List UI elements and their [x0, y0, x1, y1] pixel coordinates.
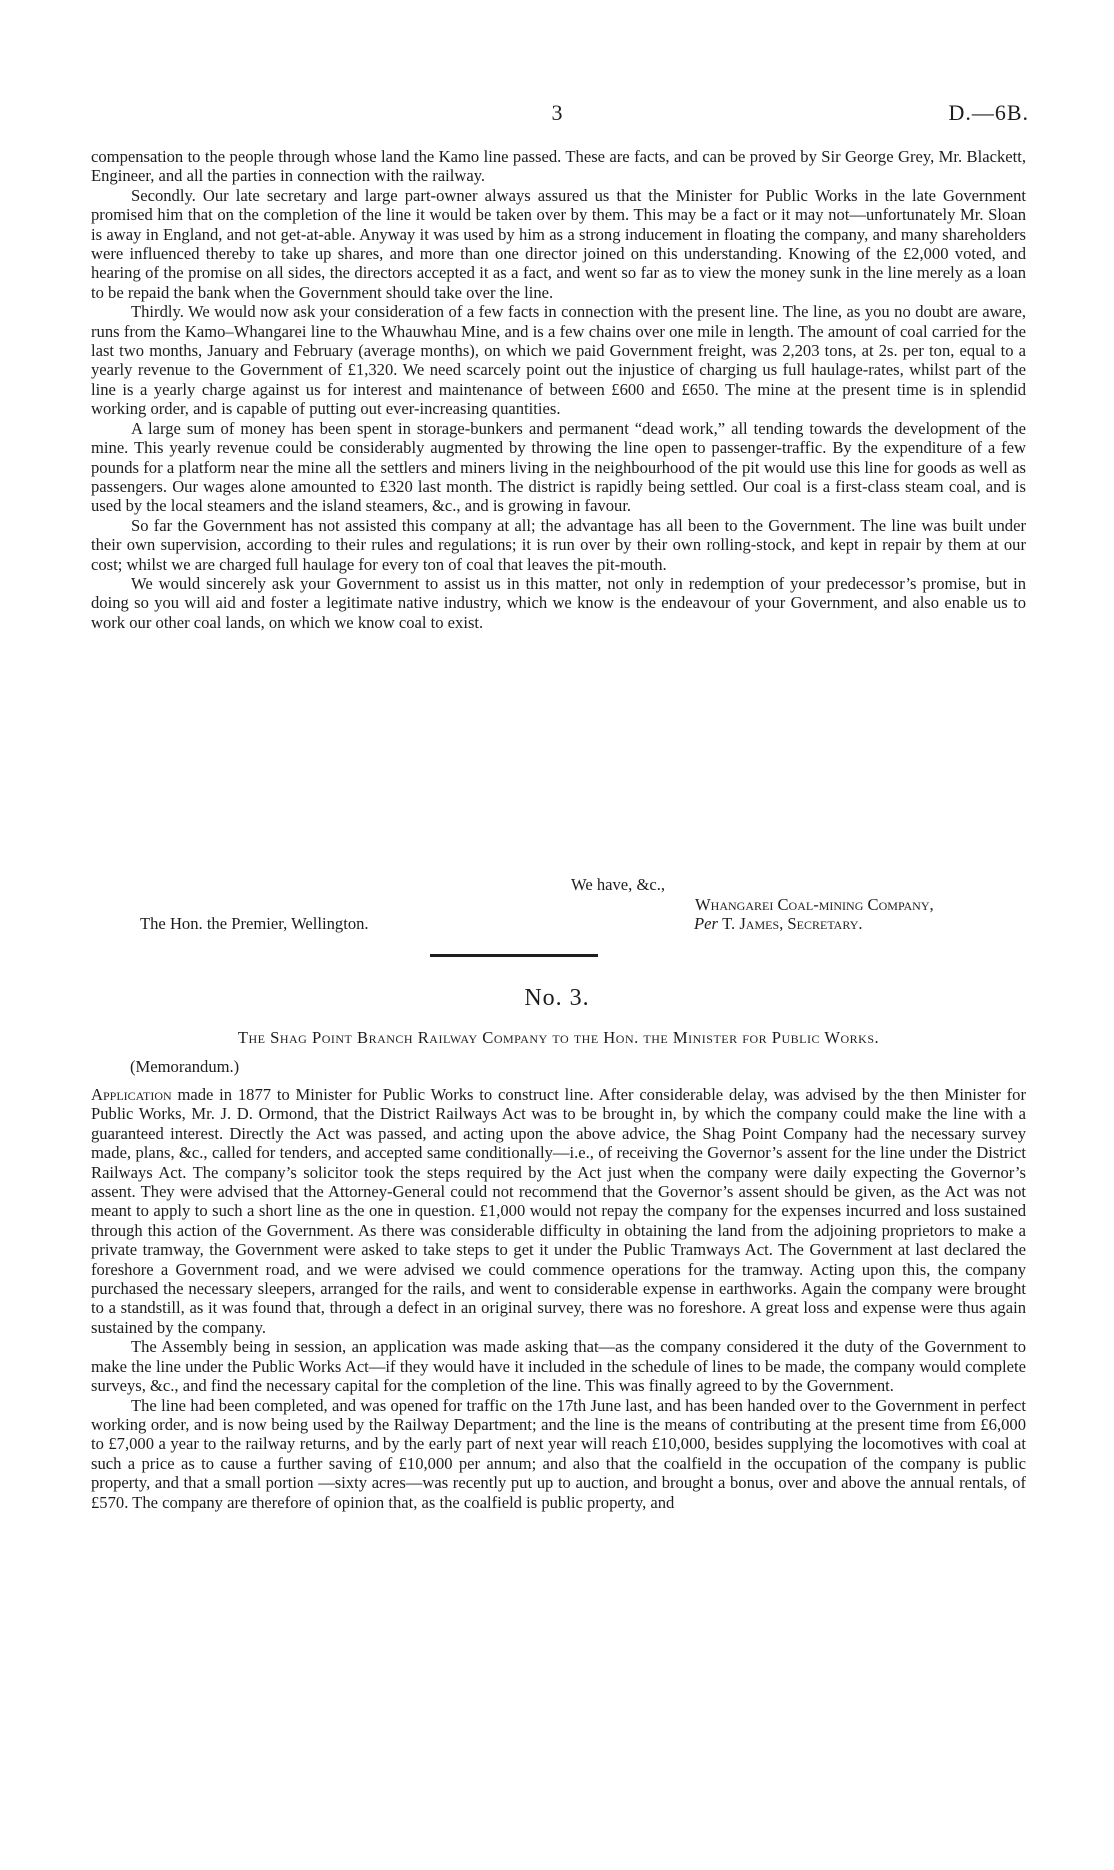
document-reference: D.—6B.: [948, 100, 1029, 125]
per-label: Per: [694, 914, 718, 933]
letter-paragraph: We would sincerely ask your Government to assist us in this matter, not only in redemption of your predecessor’s promise, but in doing so you will aid and foster a legitimate native industry, which we know is the endeavour of your Government, and also enable us to work our other coal lands, on which we know coal to exist.: [91, 573, 1026, 632]
memorandum-paragraph: The Assembly being in session, an application was made asking that—as the company considered it the duty of the Government to make the line under the Public Works Act—if they would have it included in the schedule of lines to be made, the company would complete surveys, &c., and find the necessary capital for the completion of the line. This was finally agreed to by the Government.: [91, 1337, 1026, 1396]
memorandum-paragraph: [91, 1085, 1026, 1337]
letter-paragraph: So far the Government has not assisted this company at all; the advantage has all been to the Government. The line was built under their own supervision, according to their rules and regulations; it is run over by their own rolling-stock, and kept in repair by them at our cost; whilst we are charged full haulage for every ton of coal that leaves the pit-mouth.: [91, 515, 1026, 574]
page-number: 3: [551, 100, 563, 125]
section-title: The Shag Point Branch Railway Company to the Hon. the Minister for Public Works.: [237, 1028, 880, 1047]
letter-closing: We have, &c.,: [571, 875, 666, 894]
memorandum-body: [91, 1085, 1026, 1512]
letter-body: [91, 147, 1026, 632]
lead-word: Application: [91, 1085, 172, 1104]
letter-paragraph: Secondly. Our late secretary and large part-owner always assured us that the Minister for Public Works in the late Government promised him that on the completion of the line it would be taken over by them. This may be a fact or it may not—unfortunately Mr. Sloan is away in England, and not get-at-able. Anyway it was used by him as a strong inducement in floating the company, and many shareholders were influenced thereby to take up shares, and more than one director joined on this understanding. Knowing of the £2,000 voted, and hearing of the promise on all sides, the directors accepted it as a fact, and went so far as to view the money sunk in the line merely as a loan to be repaid the bank when the Government should take over the line.: [91, 185, 1026, 302]
memorandum-text: made in 1877 to Minister for Public Works to construct line. After considerable delay, was advised by the then Minister for Public Works, Mr. J. D. Ormond, that the District Railways Act was to be brought in, by which the company could make the line with a guaranteed interest. Directly the Act was passed, and acting upon the above advice, the Shag Point Company had the necessary survey made, plans, &c., called for tenders, and accepted same conditionally—i.e., of receiving the Governor’s assent for the line under the District Railways Act. The company’s solicitor took the steps required by the Act just when the company were daily expecting the Governor’s assent. They were advised that the Attorney-General could not recommend that the Governor’s assent should be given, as the Act was not meant to apply to such a short line as the one in question. £1,000 would not repay the company for the expenses incurred and loss sustained through this action of the Government. As there was considerable difficulty in obtaining the land from the adjoining proprietors to make a private tramway, the Government were asked to take steps to get it under the Public Tramways Act. The Government at last declared the foreshore a Government road, and we were advised we could commence operations for the tramway. Acting upon this, the company purchased the necessary sleepers, arranged for the rails, and went to considerable expense in earthworks. Again the company were brought to a standstill, as it was found that, through a defect in an original survey, there was no foreshore. A great loss and expense were thus again sustained by the company.: [91, 1085, 1026, 1337]
memorandum-label: (Memorandum.): [130, 1057, 240, 1076]
letter-addressee: The Hon. the Premier, Wellington.: [140, 914, 369, 933]
company-signature: Whangarei Coal-mining Company,: [695, 895, 934, 914]
section-number: No. 3.: [524, 985, 590, 1011]
memorandum-paragraph: The line had been completed, and was opened for traffic on the 17th June last, and has been handed over to the Government in perfect working order, and is now being used by the Railway Department; and the line is the means of contributing at the present time from £6,000 to £7,000 a year to the railway returns, and by the early part of next year will reach £10,000, besides supplying the locomotives with coal at such a price as to cause a further saving of £10,000 per annum; and also that the coalfield in the occupation of the company is public property, and that a small portion —sixty acres—was recently put up to auction, and brought a bonus, over and above the annual rentals, of £570. The company are therefore of opinion that, as the coalfield is public property, and: [91, 1395, 1026, 1512]
section-divider: [430, 954, 598, 957]
letter-paragraph: A large sum of money has been spent in storage-bunkers and permanent “dead work,” all tending towards the development of the mine. This yearly revenue could be considerably augmented by throwing the line open to passenger-traffic. By the expenditure of a few pounds for a platform near the mine all the settlers and miners living in the neighbourhood of the pit would use this line for goods as well as passengers. Our wages alone amounted to £320 last month. The district is rapidly being settled. Our coal is a first-class steam coal, and is used by the local steamers and the island steamers, &c., and is growing in favour.: [91, 418, 1026, 516]
secretary-signature: [694, 914, 863, 933]
secretary-name: T. James, Secretary.: [722, 914, 863, 933]
letter-paragraph: Thirdly. We would now ask your consideration of a few facts in connection with the present line. The line, as you no doubt are aware, runs from the Kamo–Whangarei line to the Whauwhau Mine, and is a few chains over one mile in length. The amount of coal carried for the last two months, January and February (average months), on which we paid Government freight, was 2,203 tons, at 2s. per ton, equal to a yearly revenue to the Government of £1,320. We need scarcely point out the injustice of charging us full haulage-rates, whilst part of the line is a yearly charge against us for interest and maintenance of between £600 and £650. The mine at the present time is in splendid working order, and is capable of putting out ever-increasing quantities.: [91, 302, 1026, 419]
letter-paragraph: compensation to the people through whose land the Kamo line passed. These are facts, and can be proved by Sir George Grey, Mr. Blackett, Engineer, and all the parties in connection with the railway.: [91, 147, 1026, 186]
